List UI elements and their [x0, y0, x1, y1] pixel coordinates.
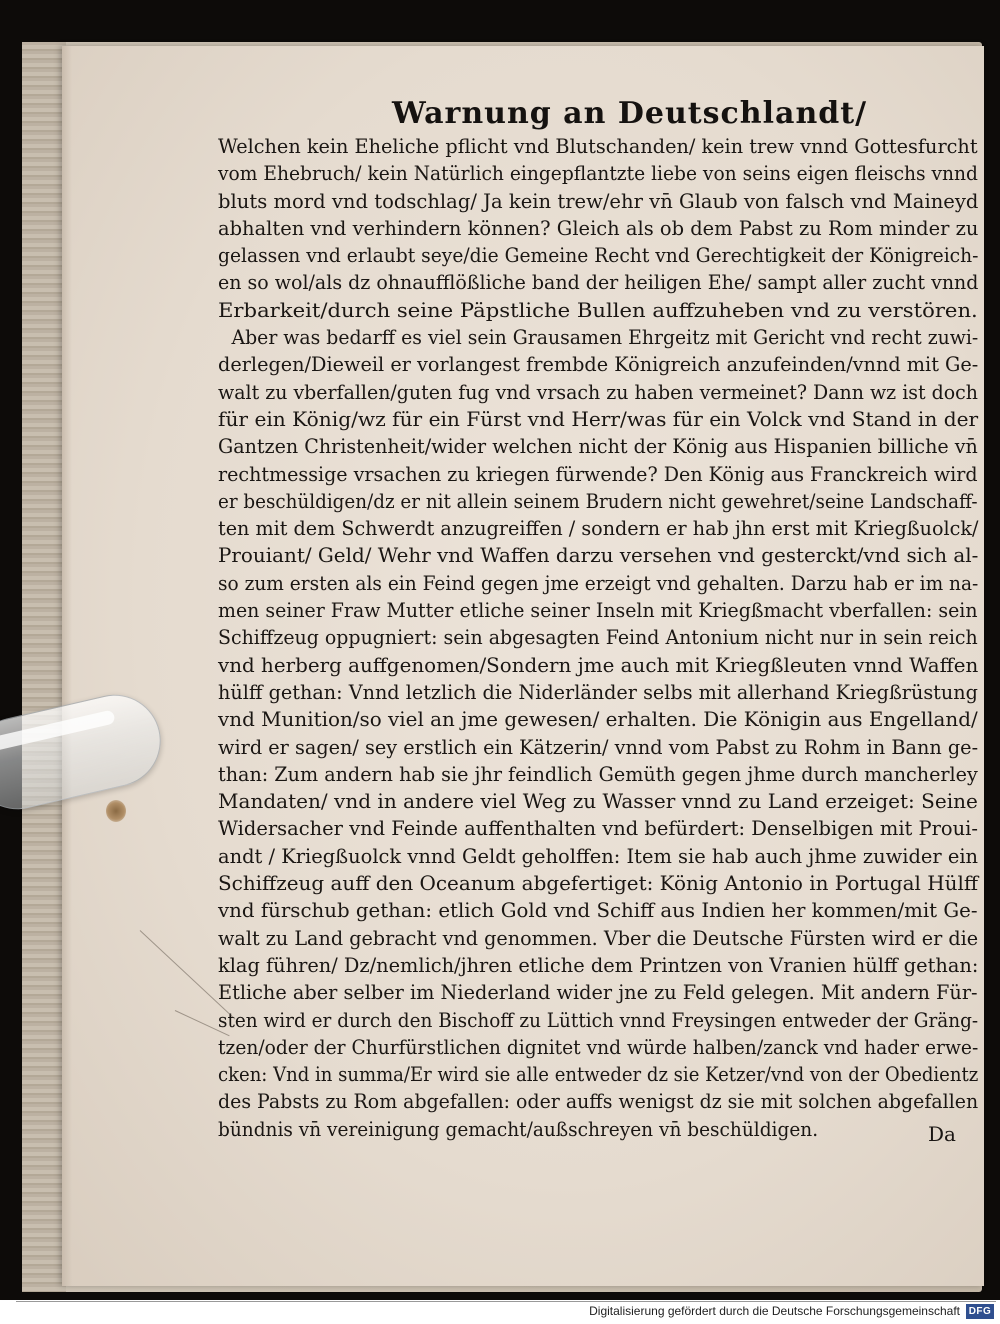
text-line: men seiner Fraw Mutter etliche seiner Inseln mit Kriegßmacht vberfallen: sein [218, 599, 978, 623]
text-line: bluts mord vnd todschlag/ Ja kein trew/ehr vn̄ Glaub von falsch vnd Maineyd [218, 189, 979, 213]
running-head: Warnung an Deutschlandt/ [392, 96, 868, 131]
text-line: klag führen/ Dz/nemlich/jhren etliche dem Printzen von Vranien hülff gethan: [218, 953, 979, 977]
text-line: Aber was bedarff es viel sein Grausamen Ehrgeitz mit Gericht vnd recht zuwi- [231, 326, 979, 350]
text-line: andt / Kriegßuolck vnnd Geldt geholffen: Item sie hab auch jhme zuwider ein [218, 844, 979, 868]
text-line: Widersacher vnd Feinde auffenthalten vnd befürdert: Denselbigen mit Proui- [218, 817, 978, 841]
text-line: Prouiant/ Geld/ Wehr vnd Waffen darzu versehen vnd gesterckt/vnd sich al- [218, 544, 979, 568]
text-line: rechtmessige vrsachen zu kriegen fürwende? Den König aus Franckreich wird [218, 462, 978, 486]
book-spine [22, 42, 66, 1292]
text-line: bündnis vn̄ vereinigung gemacht/außschreyen vn̄ beschüldigen. [218, 1117, 819, 1141]
text-line: so zum ersten als ein Feind gegen jme erzeigt vnd gehalten. Darzu hab er im na- [218, 571, 979, 595]
text-line: Etliche aber selber im Niederland wider jne zu Feld gelegen. Mit andern Für- [218, 981, 978, 1005]
text-line: des Pabsts zu Rom abgefallen: oder auffs wenigst dz sie mit solchen abgefallen [218, 1090, 979, 1114]
text-line: hülff gethan: Vnnd letzlich die Niderländer selbs mit allerhand Kriegßrüstung [218, 680, 978, 704]
dfg-logo: DFG [966, 1304, 994, 1319]
text-line: vnd herberg auffgenomen/Sondern jme auch mit Kriegßleuten vnnd Waffen [218, 653, 979, 677]
text-line: er beschüldigen/dz er nit allein seinem Brudern nicht gewehret/seine Landschaff- [218, 489, 978, 513]
text-line: Welchen kein Eheliche pflicht vnd Blutschanden/ kein trew vnnd Gottesfurcht [218, 135, 978, 158]
body-text [218, 133, 978, 1143]
text-line: walt zu vberfallen/guten fug vnd vrsach zu haben vermeinet? Dann wz ist doch [218, 380, 978, 404]
text-line: Schiffzeug oppugniert: sein abgesagten Feind Antonium nicht nur in sein reich [218, 626, 978, 650]
text-line: Mandaten/ vnd in andere viel Weg zu Wasser vnnd zu Land erzeiget: Seine [218, 790, 978, 814]
text-line: wird er sagen/ sey erstlich ein Kätzerin/ vnnd vom Pabst zu Rohm in Bann ge- [218, 735, 979, 759]
text-line: walt zu Land gebracht vnd genommen. Vber die Deutsche Fürsten wird er die [218, 926, 979, 950]
text-line: cken: Vnd in summa/Er wird sie alle entweder dz sie Ketzer/vnd von der Obedientz [218, 1063, 979, 1087]
catchword: Da [928, 1122, 956, 1146]
footer-bar [0, 1300, 1000, 1324]
footer-rule [16, 1301, 996, 1302]
clip-glint [0, 709, 116, 754]
text-line: than: Zum andern hab sie jhr feindlich Gemüth gegen jhme durch mancherley [218, 762, 978, 786]
text-line: für ein König/wz für ein Fürst vnd Herr/was für ein Volck vnd Stand in der [218, 407, 979, 431]
footer-credit: Digitalisierung gefördert durch die Deutsche Forschungsgemeinschaft [589, 1304, 960, 1318]
text-line: vnd Munition/so viel an jme gewesen/ erhalten. Die Königin aus Engelland/ [218, 708, 978, 732]
text-line: ten mit dem Schwerdt anzugreiffen / sondern er hab jhn erst mit Kriegßuolck/ [218, 517, 979, 541]
text-line: vnd fürschub gethan: etlich Gold vnd Schiff aus Indien her kommen/mit Ge- [218, 899, 978, 923]
text-line: abhalten vnd verhindern können? Gleich als ob dem Pabst zu Rom minder zu [218, 216, 979, 240]
text-line: Erbarkeit/durch seine Päpstliche Bullen auffzuheben vnd zu verstören. [218, 298, 978, 322]
text-line: sten wird er durch den Bischoff zu Lüttich vnnd Freysingen entweder der Gräng- [218, 1008, 979, 1032]
text-line: Gantzen Christenheit/wider welchen nicht der König aus Hispanien billiche vn̄ [218, 435, 978, 459]
text-line: gelassen vnd erlaubt seye/die Gemeine Recht vnd Gerechtigkeit der Königreich- [218, 244, 979, 268]
text-line: vom Ehebruch/ kein Natürlich eingepflantzte liebe von seins eigen fleischs vnnd [218, 162, 978, 186]
paper-stain [106, 800, 126, 822]
text-line: derlegen/Dieweil er vorlangest frembde Königreich anzufeinden/vnnd mit Ge- [218, 353, 979, 377]
text-line: tzen/oder der Churfürstlichen dignitet vnd würde halben/zanck vnd hader erwe- [218, 1035, 979, 1059]
page-gutter-shadow [62, 46, 72, 1286]
text-line: en so wol/als dz ohnaufflößliche band der heiligen Ehe/ sampt aller zucht vnnd [218, 271, 979, 295]
text-line: Schiffzeug auff den Oceanum abgefertiget: König Antonio in Portugal Hülff [218, 872, 978, 896]
